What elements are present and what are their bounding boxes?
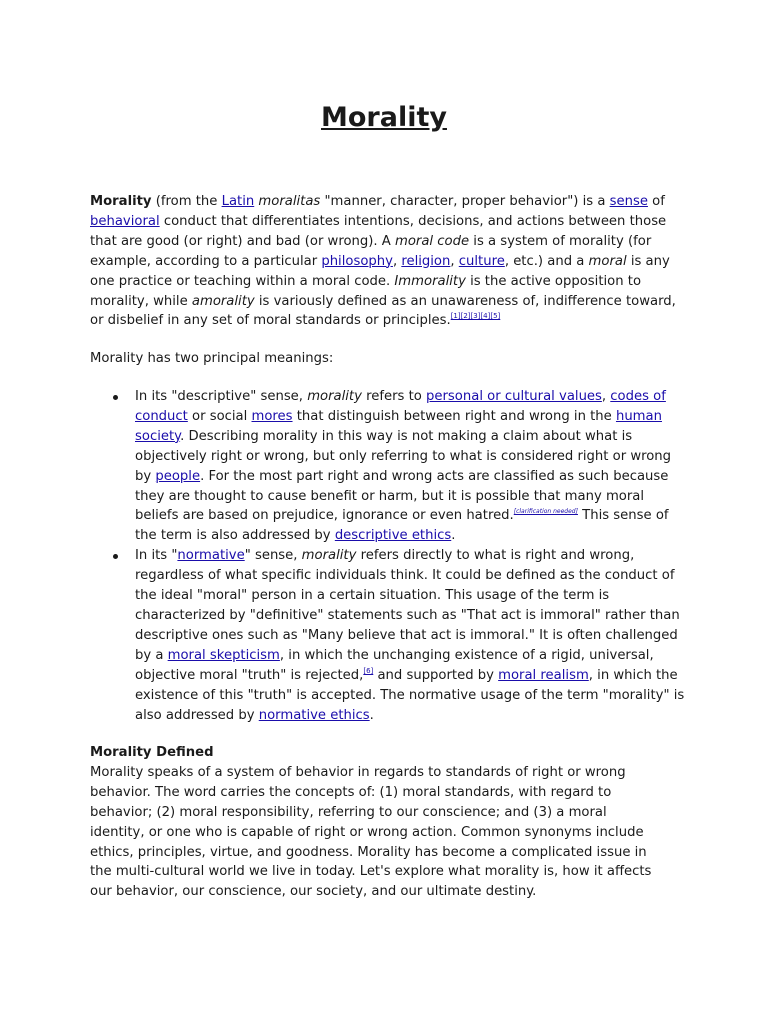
section-body: Morality speaks of a system of behavior in regards to standards of right or wrong behavior. The word carries the concepts of: (1) moral standards, with regard to behavior; (2) moral responsibility, referring to our conscience; and (3) a moral identity, or one who is capable of right or wrong action. Common synonyms include ethics, principles, virtue, and goodness. Morality has become a complicated issue in the multi-cultural world we live in today. Let's explore what morality is, how it affects our behavior, our conscience, our society, and our ultimate destiny. — [90, 764, 652, 900]
link-philosophy[interactable]: philosophy — [321, 253, 393, 269]
amorality-term: amorality — [191, 293, 255, 309]
link-codes-of-conduct[interactable]: codes of conduct — [135, 389, 666, 424]
link-mores[interactable]: mores — [251, 408, 293, 424]
link-moral-skepticism[interactable]: moral skepticism — [167, 647, 280, 663]
link-normative[interactable]: normative — [177, 548, 245, 564]
link-human-society[interactable]: human society — [135, 408, 662, 444]
page-title: Morality — [321, 102, 447, 133]
link-culture[interactable]: culture — [458, 253, 505, 269]
reference-links[interactable]: [1][2][3][4][5] — [450, 312, 501, 321]
latin-word: moralitas — [258, 194, 321, 209]
link-sense[interactable]: sense — [609, 194, 648, 209]
link-normative-ethics[interactable]: normative ethics — [258, 707, 370, 723]
moral-code-term: moral code — [395, 233, 470, 249]
morality-defined-section — [90, 743, 658, 902]
list-item-normative: In its "normative" sense, morality refers directly to what is right and wrong, regardless of what specific individuals think. It could be defined as the conduct of the ideal "moral" person in a certain situation. This usage of the term is characterized by "definitive" statements such as "That act is immoral" rather than descriptive ones such as "Many believe that act is immoral." It is often challenged by a moral skepticism, in which the unchanging existence of a rigid, universal, objective moral "truth" is rejected,[6] and supported by moral realism, in which the existence of this "truth" is accepted. The normative usage of the term "morality" is also addressed by normative ethics. — [90, 546, 690, 725]
link-religion[interactable]: religion — [401, 253, 451, 269]
moral-term: moral — [588, 253, 627, 269]
reference-link-6[interactable]: [6] — [363, 666, 374, 675]
bullet-icon — [113, 395, 118, 400]
link-descriptive-ethics[interactable]: descriptive ethics — [334, 528, 452, 544]
link-personal-cultural-values[interactable]: personal or cultural values — [426, 389, 602, 404]
list-item-descriptive: In its "descriptive" sense, morality refers to personal or cultural values, codes of conduct or social mores that distinguish between right and wrong in the human society. Describing morality in this way is not making a claim about what is objectively right or wrong, but only referring to what is considered right or wrong by people. For the most part right and wrong acts are classified as such because they are thought to cause benefit or harm, but it is possible that many moral beliefs are based on prejudice, ignorance or even hatred.[clarification needed] This sense of the term is also addressed by descriptive ethics. — [90, 387, 690, 546]
term-morality: Morality — [90, 194, 152, 209]
intro-paragraph: Morality (from the Latin moralitas "manner, character, proper behavior") is a sense of behavioral conduct that differentiates intentions, decisions, and actions between those that are good (or right) and bad (or wrong). A moral code is a system of morality (for example, according to a particular philosophy, religion, culture, etc.) and a moral is any one practice or teaching within a moral code. Immorality is the active opposition to morality, while amorality is variously defined as an unawareness of, indifference toward, or disbelief in any set of moral standards or principles.[1][2][3][4][5] — [90, 194, 676, 329]
meanings-list — [90, 387, 690, 725]
immorality-term: Immorality — [394, 273, 466, 289]
meanings-paragraph: Morality has two principal meanings: — [90, 351, 334, 366]
link-people[interactable]: people — [155, 468, 201, 484]
link-moral-realism[interactable]: moral realism — [498, 667, 589, 683]
clarification-needed-link[interactable]: [clarification needed] — [513, 508, 578, 516]
link-behavioral[interactable]: behavioral — [90, 213, 160, 229]
bullet-icon — [113, 554, 118, 559]
section-heading: Morality Defined — [90, 745, 214, 760]
link-latin[interactable]: Latin — [221, 194, 255, 209]
